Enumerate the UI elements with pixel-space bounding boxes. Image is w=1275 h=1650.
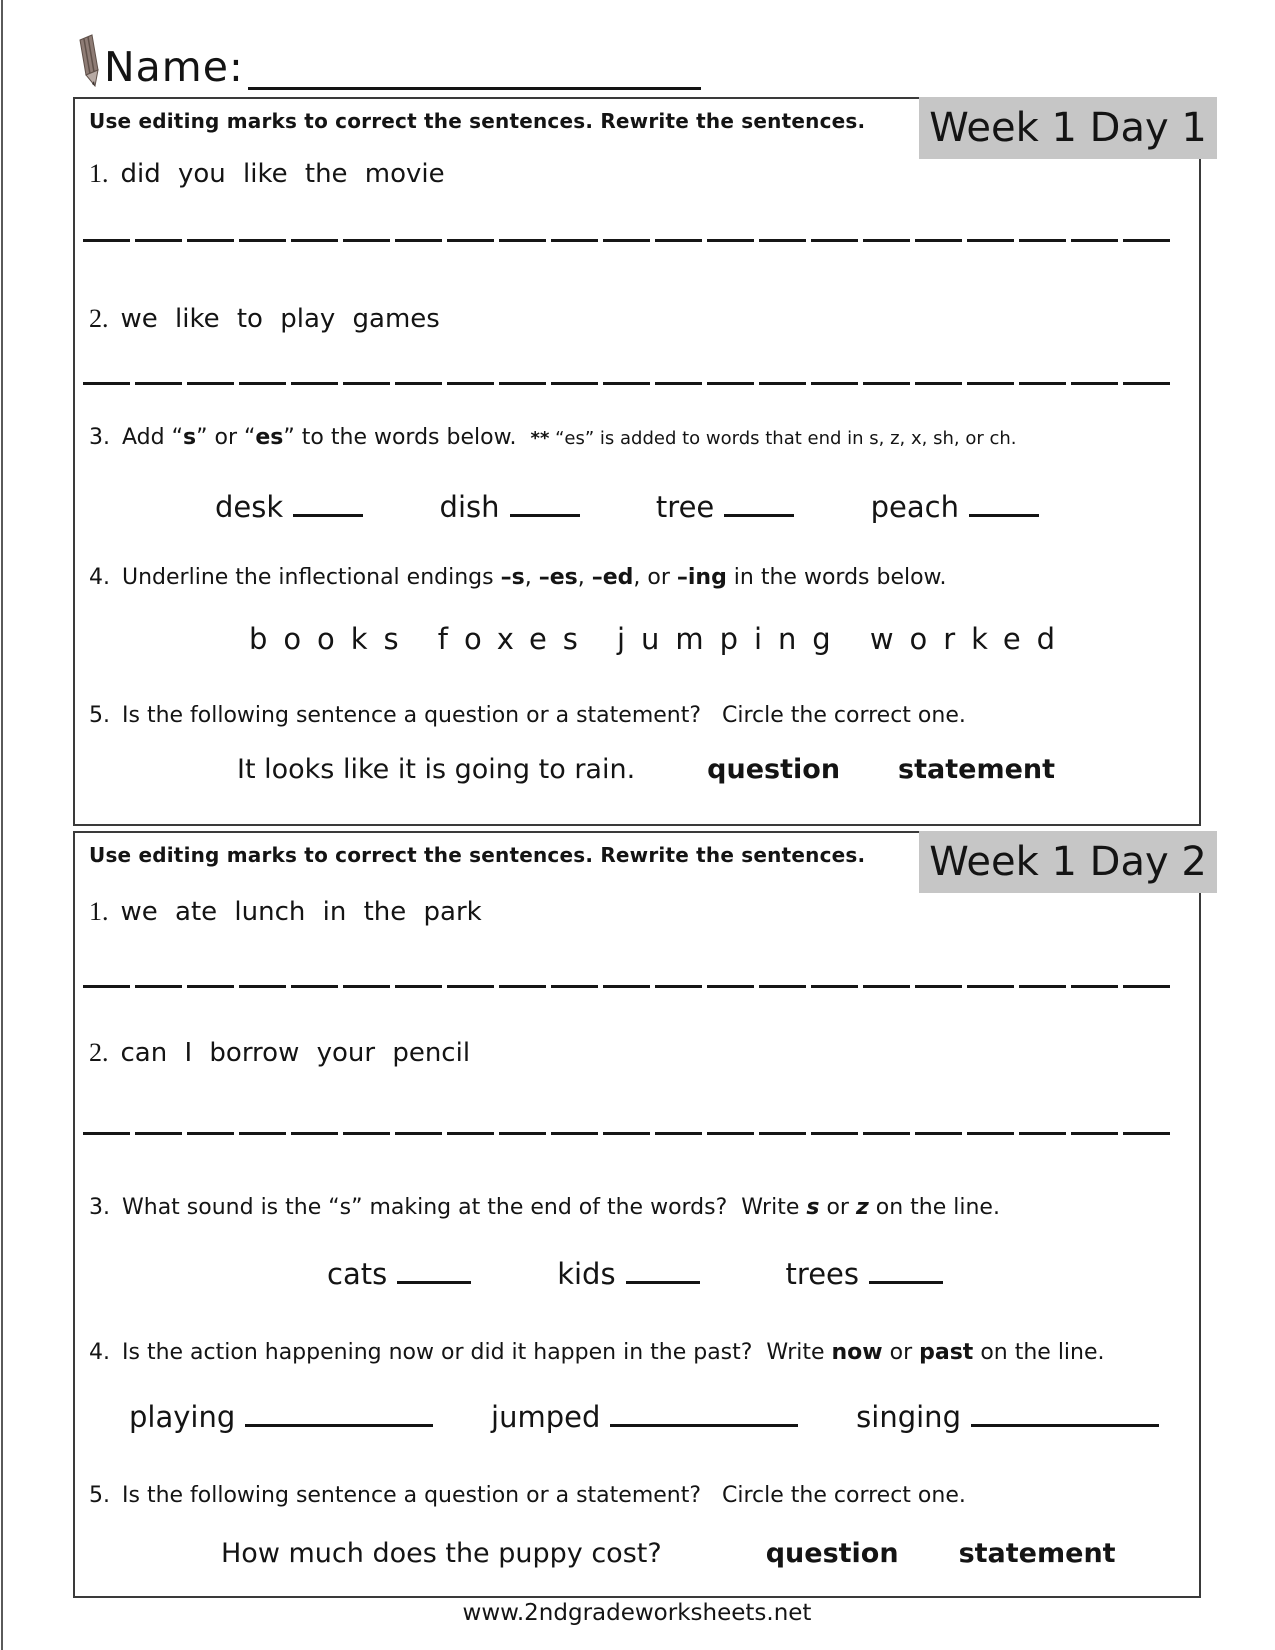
fill-in-blank [971, 1398, 1159, 1427]
question-sentence: did you like the movie [120, 159, 445, 189]
fill-in-blank [397, 1255, 471, 1284]
day2-question-5 [89, 1481, 1171, 1511]
answer-line [83, 239, 1175, 242]
day2-question-4 [89, 1338, 1171, 1368]
example-sentence: It looks like it is going to rain. [237, 754, 636, 785]
fill-in-blank [724, 488, 794, 517]
week1-day1-badge: Week 1 Day 1 [919, 97, 1217, 159]
day1-instruction: Use editing marks to correct the sentences. Rewrite the sentences. [89, 109, 866, 133]
word-with-blank: jumped [491, 1398, 798, 1435]
fill-in-blank [969, 488, 1039, 517]
footer-url: www.2ndgradeworksheets.net [462, 1600, 812, 1626]
pencil-icon [72, 34, 102, 92]
day2-question-1 [89, 895, 1171, 929]
question-number: 5. [89, 703, 110, 728]
question-sentence: we like to play games [120, 304, 440, 334]
day1-question-1 [89, 157, 1171, 191]
day1-question-3 [89, 423, 1171, 454]
week1-day2-badge: Week 1 Day 2 [919, 831, 1217, 893]
name-row [72, 34, 701, 90]
option-statement: statement [898, 754, 1056, 785]
day2-question-3 [89, 1193, 1171, 1223]
question-number: 2. [89, 1038, 109, 1067]
word-item: jumping [617, 622, 847, 656]
question-number: 1. [89, 159, 109, 188]
word-with-blank: singing [856, 1398, 1159, 1435]
day1-question-4 [89, 563, 1171, 593]
word-item: worked [869, 622, 1071, 656]
day2-q5-answer-row [89, 1537, 1171, 1571]
answer-line [83, 382, 1175, 385]
fill-in-blank [245, 1398, 433, 1427]
word-with-blank: playing [129, 1398, 433, 1435]
question-number: 3. [89, 425, 110, 450]
day2-q3-word-row [89, 1255, 1171, 1292]
day1-question-2 [89, 302, 1171, 336]
word-item: foxes [437, 622, 594, 656]
fill-in-blank [610, 1398, 798, 1427]
answer-line [83, 1132, 1175, 1135]
question-number: 1. [89, 897, 109, 926]
day1-question-5 [89, 701, 1171, 731]
option-statement: statement [958, 1538, 1116, 1569]
name-label: Name: [104, 43, 244, 91]
word-with-blank: peach [871, 488, 1039, 525]
question-number: 3. [89, 1195, 110, 1220]
word-with-blank: desk [215, 488, 363, 525]
word-with-blank: tree [656, 488, 794, 525]
week1-day1-section [73, 97, 1207, 826]
answer-line [83, 985, 1175, 988]
question-text: Add “s” or “es” to the words below. ** “es” is added to words that end in s, z, x, sh, or ch. [122, 425, 1017, 450]
word-with-blank: trees [786, 1255, 943, 1292]
fill-in-blank [869, 1255, 943, 1284]
word-item: books [249, 622, 415, 656]
option-question: question [707, 754, 841, 785]
day2-instruction: Use editing marks to correct the sentences. Rewrite the sentences. [89, 843, 866, 867]
week1-day2-section [73, 831, 1207, 1598]
question-number: 4. [89, 1340, 110, 1365]
question-number: 5. [89, 1483, 110, 1508]
day2-q4-word-row [89, 1398, 1171, 1435]
option-question: question [765, 1538, 899, 1569]
day1-q3-word-row [89, 488, 1171, 525]
fill-in-blank [626, 1255, 700, 1284]
fill-in-blank [510, 488, 580, 517]
question-sentence: can I borrow your pencil [120, 1038, 471, 1068]
question-text: What sound is the “s” making at the end of the words? Write s or z on the line. [122, 1195, 1000, 1220]
question-text: Is the following sentence a question or a statement? Circle the correct one. [122, 1483, 966, 1508]
day1-q4-word-row [89, 621, 1171, 657]
example-sentence: How much does the puppy cost? [221, 1538, 662, 1569]
question-sentence: we ate lunch in the park [120, 897, 482, 927]
day2-question-2 [89, 1036, 1171, 1070]
question-text: Underline the inflectional endings –s, –es, –ed, or –ing in the words below. [122, 565, 947, 590]
word-with-blank: kids [557, 1255, 699, 1292]
question-number: 2. [89, 304, 109, 333]
question-number: 4. [89, 565, 110, 590]
question-text: Is the following sentence a question or a statement? Circle the correct one. [122, 703, 966, 728]
question-text: Is the action happening now or did it happen in the past? Write now or past on the line. [122, 1340, 1105, 1365]
name-blank-line [248, 47, 701, 90]
word-with-blank: dish [440, 488, 580, 525]
fill-in-blank [293, 488, 363, 517]
word-with-blank: cats [327, 1255, 471, 1292]
day1-q5-answer-row [89, 753, 1171, 787]
